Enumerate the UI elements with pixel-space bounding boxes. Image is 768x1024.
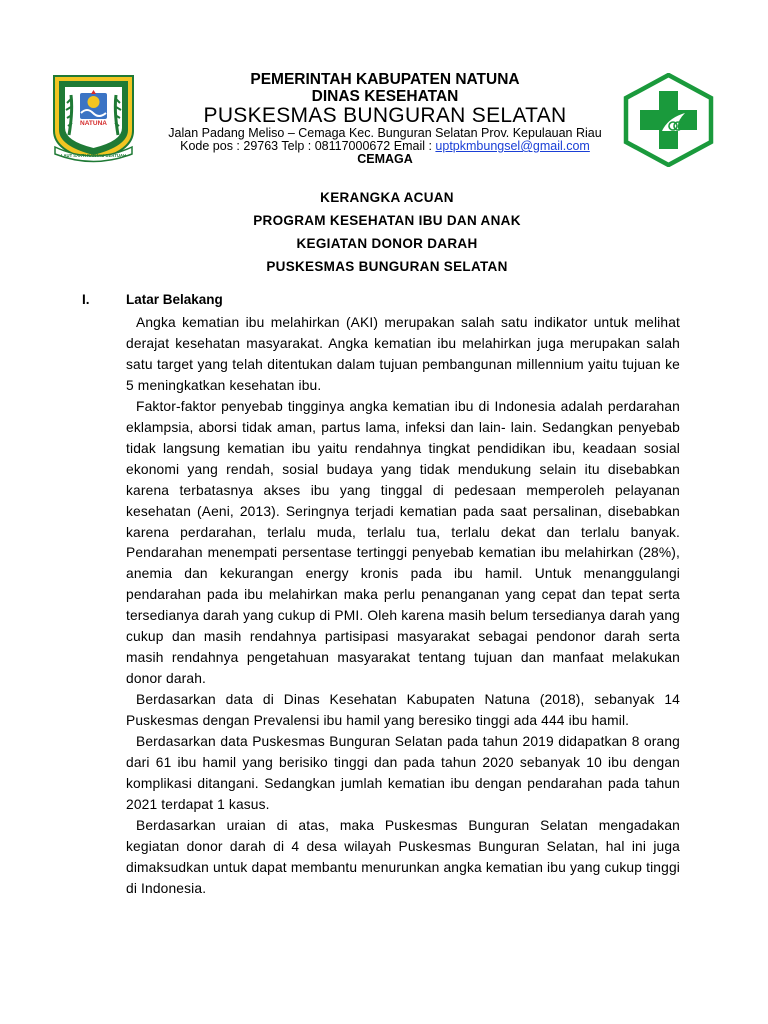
title-line: KEGIATAN DONOR DARAH — [296, 236, 478, 251]
paragraph: Berdasarkan uraian di atas, maka Puskesmas Bunguran Selatan mengadakan kegiatan donor darah di 4 desa wilayah Puskesmas Bunguran Selatan, hal ini juga dimaksudkan untuk dapat membantu menurunkan angka kematian ibu yang cukup tinggi di Indonesia. — [126, 817, 680, 896]
paragraph: Berdasarkan data Puskesmas Bunguran Selatan pada tahun 2019 didapatkan 8 orang dari 61 ibu hamil yang berisiko tinggi dan pada tahun 2020 sebanyak 10 ibu dengan komplikasi ditangani. Sedangkan jumlah kematian ibu dengan pendarahan pada tahun 2021 terdapat 1 kasus. — [126, 734, 680, 812]
section-number: I. — [82, 292, 90, 307]
natuna-regency-emblem-icon — [51, 73, 136, 163]
institution-name: PUSKESMAS BUNGURAN SELATAN — [203, 104, 567, 127]
section-body — [126, 313, 680, 900]
paragraph: Angka kematian ibu melahirkan (AKI) merupakan salah satu indikator untuk melihat derajat kesehatan masyarakat. Angka kematian ibu melahirkan juga merupakan salah satu target yang telah ditentukan dalam tujuan pembangunan millennium yaitu tujuan ke 5 meningkatkan kesehatan ibu. — [126, 315, 680, 393]
emblem-motto: LAUT SAKTI RANTAU BERTUAH — [60, 153, 127, 158]
section-title: Latar Belakang — [126, 292, 223, 307]
city-name: CEMAGA — [357, 152, 413, 166]
title-line: KERANGKA ACUAN — [320, 190, 454, 205]
title-line: PUSKESMAS BUNGURAN SELATAN — [266, 259, 508, 274]
document-titles — [0, 186, 768, 278]
puskesmas-cross-logo-icon — [623, 73, 714, 167]
emblem-caption: NATUNA — [80, 120, 107, 127]
paragraph: Berdasarkan data di Dinas Kesehatan Kabupaten Natuna (2018), sebanyak 14 Puskesmas dengan Prevalensi ibu hamil yang beresiko tinggi ada 444 ibu hamil. — [126, 692, 680, 729]
contact-line — [140, 139, 630, 153]
address-line: Jalan Padang Meliso – Cemaga Kec. Bunguran Selatan Prov. Kepulauan Riau — [168, 126, 602, 140]
contact-prefix: Kode pos : 29763 Telp : 08117000672 Email : — [180, 139, 436, 153]
government-name: PEMERINTAH KABUPATEN NATUNA — [250, 71, 520, 88]
letterhead — [0, 0, 768, 170]
section-heading — [82, 292, 223, 307]
title-line: PROGRAM KESEHATAN IBU DAN ANAK — [253, 213, 521, 228]
email-link[interactable]: uptpkmbungsel@gmail.com — [435, 139, 590, 153]
department-name: DINAS KESEHATAN — [311, 88, 459, 105]
paragraph: Faktor-faktor penyebab tingginya angka kematian ibu di Indonesia adalah perdarahan eklampsia, aborsi tidak aman, partus lama, infeksi dan lain- lain. Sedangkan penyebab tidak langsung kematian ibu yaitu rendahnya tingkat pendidikan ibu, keadaan sosial ekonomi yang rendah, sosial budaya yang tidak mendukung selain itu disebabkan karena terbatasnya akses ibu yang tinggal di pedesaan memperoleh pelayanan kesehatan (Aeni, 2013). Seringnya terjadi kematian pada saat persalinan, disebabkan karena perdarahan, terlalu muda, terlalu tua, terlalu dekat dan terlalu banyak. Pendarahan menempati persentase tertinggi penyebab kematian ibu melahirkan (28%), anemia dan kekurangan energy kronis pada ibu hamil. Untuk menanggulangi pendarahan pada ibu melahirkan maka perlu penanganan yang cepat dan tepat serta tersedianya darah yang cukup di PMI. Oleh karena masih belum tersedianya darah yang cukup dan masih rendahnya partisipasi masyarakat sebagai pendonor darah serta masih rendahnya pengetahuan masyarakat tentang tujuan dan manfaat melakukan donor darah. — [126, 398, 680, 687]
